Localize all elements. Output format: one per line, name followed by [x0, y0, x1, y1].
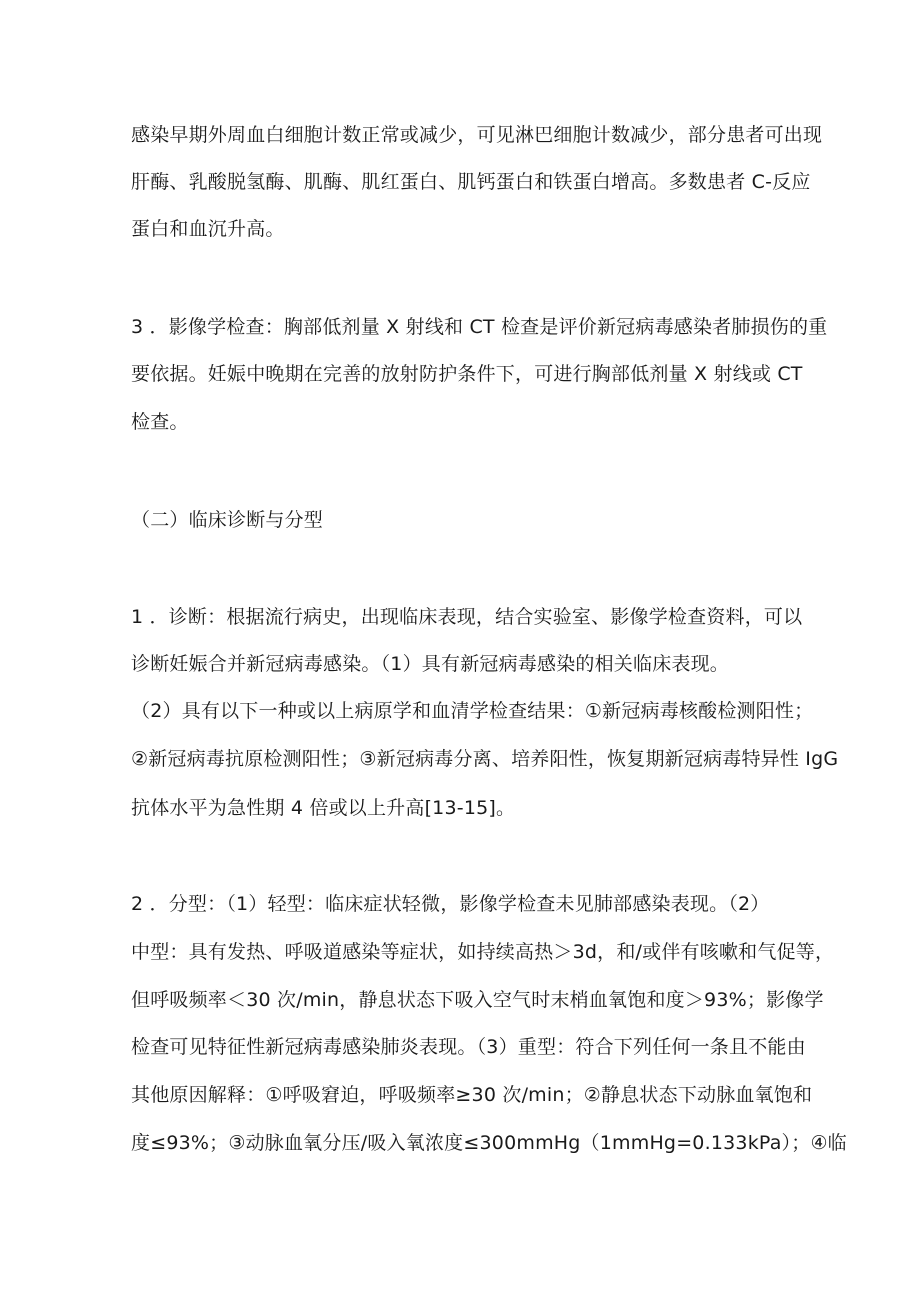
paragraph-line: 感染早期外周血白细胞计数正常或减少，可见淋巴细胞计数减少，部分患者可出现 — [131, 124, 823, 146]
paragraph-line: ②新冠病毒抗原检测阳性；③新冠病毒分离、培养阳性，恢复期新冠病毒特异性 IgG — [131, 748, 839, 770]
paragraph-line: 抗体水平为急性期 4 倍或以上升高[13-15]。 — [131, 797, 516, 819]
paragraph-line: 诊断妊娠合并新冠病毒感染。（1）具有新冠病毒感染的相关临床表现。 — [131, 653, 729, 675]
paragraph-line: 但呼吸频率＜30 次/min，静息状态下吸入空气时末梢血氧饱和度＞93%；影像学 — [131, 989, 824, 1011]
paragraph-line: 中型：具有发热、呼吸道感染等症状，如持续高热＞3d，和/或伴有咳嗽和气促等， — [131, 941, 835, 963]
paragraph-line: 肝酶、乳酸脱氢酶、肌酶、肌红蛋白、肌钙蛋白和铁蛋白增高。多数患者 C-反应 — [131, 171, 811, 193]
section-heading: （二）临床诊断与分型 — [131, 509, 324, 531]
paragraph-line: 检查。 — [131, 411, 189, 433]
paragraph-line: 要依据。妊娠中晚期在完善的放射防护条件下，可进行胸部低剂量 X 射线或 CT — [131, 363, 803, 385]
paragraph-line: 1 ．诊断：根据流行病史，出现临床表现，结合实验室、影像学检查资料，可以 — [131, 606, 803, 628]
paragraph-line: 2 ．分型：（1）轻型：临床症状轻微，影像学检查未见肺部感染表现。（2） — [131, 893, 770, 915]
paragraph-line: （2）具有以下一种或以上病原学和血清学检查结果：①新冠病毒核酸检测阳性； — [131, 700, 814, 722]
paragraph-line: 3 ．影像学检查：胸部低剂量 X 射线和 CT 检查是评价新冠病毒感染者肺损伤的重 — [131, 316, 828, 338]
paragraph-line: 其他原因解释：①呼吸窘迫，呼吸频率≥30 次/min；②静息状态下动脉血氧饱和 — [131, 1084, 813, 1106]
paragraph-line: 蛋白和血沉升高。 — [131, 218, 285, 240]
paragraph-line: 检查可见特征性新冠病毒感染肺炎表现。（3）重型：符合下列任何一条且不能由 — [131, 1036, 806, 1058]
paragraph-line: 度≤93%；③动脉血氧分压/吸入氧浓度≤300mmHg（1mmHg=0.133kPa）；④临 — [131, 1132, 847, 1154]
